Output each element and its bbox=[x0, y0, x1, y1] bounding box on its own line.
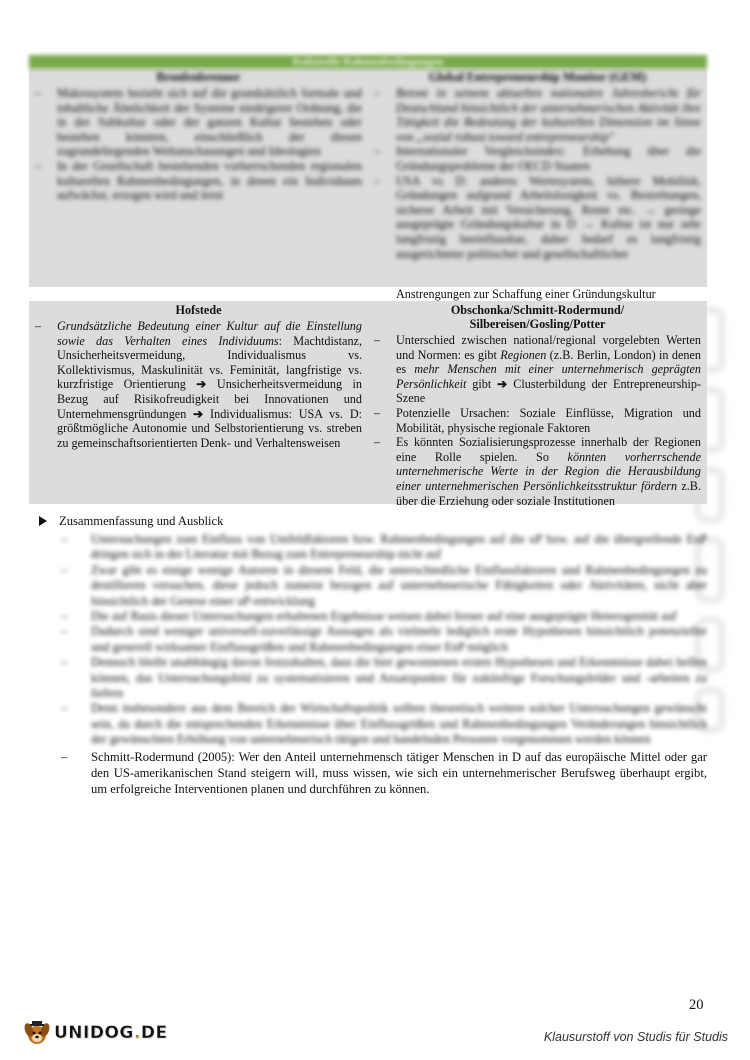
cell-title: Global Entrepreneurship Monitor (GEM) bbox=[428, 70, 647, 84]
list-item: – Grundsätzliche Bedeutung einer Kultur auf die Einstellung sowie das Verhalten eines Individuums: Machtdistanz, Unsicherheitsvermeidung, Individualismus vs. Kollektivismus, Maskulinität vs. Feminität, langfristige vs. kurzfristige Orientierung ➔ Unsicherheitsvermeidung in Bezug auf Risikofreudigkeit bei Innovationen und Unternehmensgründungen ➔ Individualismus: USA vs. D: größtmögliche Autonomie und Selbstorientierung vs. streben zu gemeinschaftsorientierten Denk- und Verhaltensweisen bbox=[35, 319, 363, 450]
hofstede-cell bbox=[29, 301, 368, 504]
text: : Machtdistanz, Unsicherheitsvermeidung, Individualismus vs. Kollektivismus, Maskulinität vs. Feminität, langfristige vs. kurzfristige Orientierung bbox=[57, 333, 362, 392]
arrow-right-icon: ➔ bbox=[497, 376, 508, 391]
arrow-right-icon: ➔ bbox=[193, 406, 204, 421]
table-header: Kulturelle Rahmenbedingungen bbox=[29, 55, 707, 69]
blurred-items bbox=[57, 532, 707, 748]
list-item: – Denn insbesondere aus dem Bereich der Wirtschaftspolitik sollten theoretisch weitere solcher Untersuchungen gewünscht sein, da durch die entsprechenden Erkenntnisse über Einflussgrößen und Rahmenbedingungen Veränderungen hinsichtlich der gewünschten Erhöhung von unternehmerisch tätigen und handelnden Personen vorgenommen werden können bbox=[61, 701, 707, 747]
table-row bbox=[29, 301, 707, 508]
list-item: – Betont in seinem aktuellen nationalen Jahresbericht für Deutschland hinsichtlich der unternehmerischen Aktivität ihre Tätigkeit die Bedeutung der kulturellen Dimension im Sinne von „sozial robust toward entrepreneurship" bbox=[374, 86, 701, 144]
logo-text: UNIDOG.DE bbox=[54, 1023, 168, 1043]
summary-list bbox=[57, 532, 707, 797]
list-item: – USA vs D: anderes Wertesystem, höhere Mobilität, Gründungen aufgrund Arbeitslosigkeit vs. Bestrebungen, sicherer Arbeit mit Versicherung, Rente etc. → geringe ausgeprägte Gründungskultur in D → Kultur ist nur sehr langfristig beeinflussbar, daher bedarf es langfristig ausgerichteter politischer und gesellschaftlicher bbox=[374, 173, 701, 261]
unidog-logo bbox=[22, 1017, 168, 1049]
gem-tail-line bbox=[368, 287, 707, 301]
list-item: – Schmitt-Rodermund (2005): Wer den Anteil unternehmensch tätiger Menschen in D auf das europäische Mittel oder gar den US-amerikanischen Stand steigern will, muss wissen, wie sich ein unternehmerischer Berufsweg überhaupt ergibt, um erfolgreiche Interventionen planen und durchführen zu können. bbox=[61, 749, 707, 796]
list-item: – Internationaler Vergleichsindex: Erhebung über die Gründungsprobleme der OECD Staaten bbox=[374, 144, 701, 173]
arrow-right-icon: ➔ bbox=[196, 377, 207, 392]
list-item: – Es könnten Sozialisierungsprozesse innerhalb der Regionen eine Rolle spielen. So könnten vorherrschende unternehmerische Werte in der Region die Herausbildung einer unternehmerischen Persönlichkeitsstruktur fördern z.B. über die Erziehung oder soziale Institutionen bbox=[374, 435, 701, 508]
text: Individualismus: USA vs. D: größtmögliche Autonomie und Selbstorientierung vs. streben zu gemeinschaftsorientierten Denk- und Verhaltensweisen bbox=[57, 406, 363, 450]
cell-items bbox=[374, 86, 701, 261]
list-item: – In der Gesellschaft bestehenden vorherrschenden regionalen kulturellen Rahmenbedingungen, in denen ein Individuum aufwächst, erzogen wird und lernt bbox=[35, 158, 362, 203]
dog-icon bbox=[22, 1018, 52, 1048]
list-item: – Unterschied zwischen national/regional vorgelebten Werten und Normen: es gibt Regionen (z.B. Berlin, London) in denen es mehr Menschen mit einer unternehmerisch geprägten Persönlichkeit gibt ➔ Clusterbildung der Entrepreneurship-Szene bbox=[374, 333, 702, 406]
cell-title: Bronfenbrenner bbox=[156, 70, 241, 84]
obschonka-cell bbox=[368, 301, 707, 508]
list-item: – Untersuchungen zum Einfluss von Umfeldfaktoren bzw. Rahmenbedingungen auf die uP bzw. auf die übergreifende EnP dringen sich in der Literatur mit Bezug zum Entrepreneurship nicht auf bbox=[61, 532, 707, 562]
italic-intro: Grundsätzliche Bedeutung einer Kultur auf die Einstellung sowie das Verhalten eines Individuums bbox=[57, 319, 362, 348]
list-item: – Potenzielle Ursachen: Soziale Einflüsse, Migration und Mobilität, physische regionale Faktoren bbox=[374, 405, 701, 435]
culture-table bbox=[29, 55, 707, 508]
cell-title: Hofstede bbox=[175, 303, 222, 317]
bronfenbrenner-cell bbox=[29, 69, 368, 287]
list-item: – Zwar gibt es einige wenige Autoren in diesem Feld, die unterschiedliche Einflussfaktoren und Rahmenbedingungen zu destillieren versuchen, diese jedoch zumeist bezogen auf unternehmerische Fähigkeiten oder Aktivitäten, nicht aber hinsichtlich der Genese einer uP-entwicklung bbox=[61, 562, 707, 608]
summary-section bbox=[37, 513, 707, 797]
footer-tagline: Klausurstoff von Studis für Studis bbox=[543, 1030, 728, 1044]
gem-cell bbox=[368, 69, 707, 287]
list-item: – Dennoch bleibt unabhängig davon festzuhalten, dass die hier gewonnenen ersten Hypothesen und Erkenntnisse dabei helfen können, das Untersuchungsfeld zu systematisieren und Ansatzpunkte für zukünftige Forschungsfelder und -arbeiten zu liefern bbox=[61, 655, 707, 701]
list-item: – Dadurch sind weniger universell-zuverlässige Aussagen als vielmehr lediglich erste Hypothesen hinsichtlich potenzieller und generell wirksamer Einflussgrößen und Rahmenbedingungen einer EnP möglich bbox=[61, 624, 707, 654]
cell-title: Obschonka/Schmitt-Rodermund/ Silbereisen/Gosling/Potter bbox=[450, 303, 625, 331]
table-row bbox=[29, 69, 707, 287]
text: Unsicherheitsvermeidung in Bezug auf Risikofreudigkeit bei Innovationen und Unternehmensgründungen bbox=[57, 377, 362, 421]
cell-items bbox=[35, 86, 362, 203]
section-heading bbox=[37, 513, 707, 529]
tail-text: Anstrengungen zur Schaffung einer Gründungskultur bbox=[396, 287, 656, 301]
heading-text: Zusammenfassung und Ausblick bbox=[59, 514, 224, 528]
list-item: – Die auf Basis dieser Untersuchungen erhaltenen Ergebnisse weisen dabei ferner auf eine ausgeprägte Heterogenität auf bbox=[61, 609, 677, 624]
list-item: – Makrosystem bezieht sich auf die grundsätzlich formale und inhaltliche Ähnlichkeit der Systeme niedrigerer Ordnung, die in der Subkultur oder der ganzen Kultur bestehen oder bestehen könnten, einschließlich der diesen zugrundeliegenden Weltanschauungen und Ideologien bbox=[35, 86, 362, 159]
page-number: 20 bbox=[689, 997, 704, 1013]
arrow-bullet-icon bbox=[39, 516, 47, 526]
